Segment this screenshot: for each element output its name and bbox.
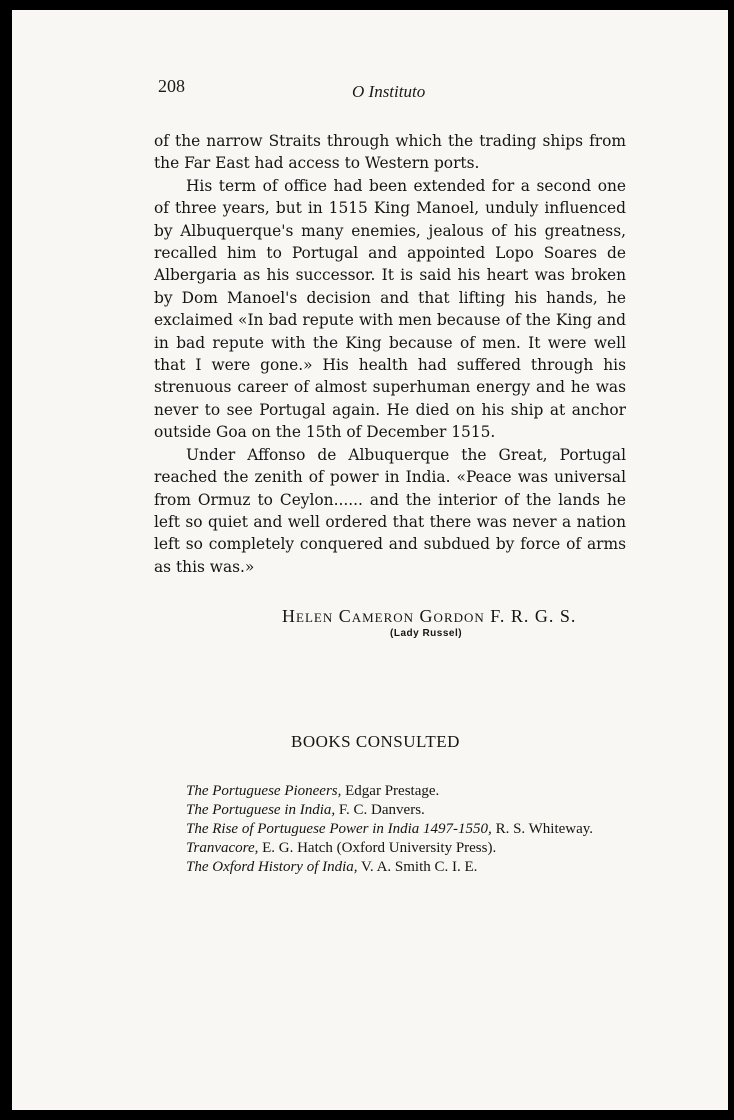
book-entry	[142, 820, 620, 839]
paragraph-3: Under Affonso de Albuquerque the Great, Portugal reached the zenith of power in India. «Peace was universal from Ormuz to Ceylon...... and the interior of the lands he left so quiet and well ordered that there was never a nation left so completely conquered and subdued by force of arms as this was.»	[154, 445, 626, 576]
page-number: 208	[158, 76, 185, 96]
books-list	[142, 782, 620, 877]
author-subtitle: (Lady Russel)	[390, 628, 463, 639]
book-title: The Rise of Portuguese Power in India 1497-1550,	[186, 821, 492, 837]
book-entry	[142, 782, 620, 801]
book-title: The Oxford History of India,	[186, 859, 358, 875]
author-signature: Helen Cameron Gordon F. R. G. S.	[282, 606, 577, 626]
book-author: F. C. Danvers.	[335, 802, 425, 818]
books-consulted-heading: BOOKS CONSULTED	[291, 732, 460, 751]
book-title: The Portuguese in India,	[186, 802, 336, 818]
book-entry	[142, 858, 620, 877]
scanned-page	[12, 10, 728, 1110]
paragraph-2: His term of office had been extended for a second one of three years, but in 1515 King Manoel, unduly influenced by Albuquerque's many enemies, jealous of his greatness, recalled him to Portugal and appointed Lopo Soares de Albergaria as his successor. It is said his heart was broken by Dom Manoel's decision and that lifting his hands, he exclaimed «In bad repute with men because of the King and in bad repute with the King because of men. It were well that I were gone.» His health had suffered through his strenuous career of almost superhuman energy and he was never to see Portugal again. He died on his ship at anchor outside Goa on the 15th of December 1515.	[154, 176, 626, 442]
book-author: R. S. Whiteway.	[491, 821, 594, 837]
book-author: V. A. Smith C. I. E.	[357, 859, 478, 875]
book-author: Edgar Prestage.	[341, 783, 440, 799]
book-title: Tranvacore,	[186, 840, 259, 856]
body-text	[154, 130, 626, 578]
book-title: The Portuguese Pioneers,	[186, 783, 342, 799]
paragraph-1: of the narrow Straits through which the trading ships from the Far East had access to Western ports.	[154, 132, 626, 173]
book-author: E. G. Hatch (Oxford University Press).	[258, 840, 497, 856]
book-entry	[142, 801, 620, 820]
book-entry	[142, 839, 620, 858]
running-title: O Instituto	[352, 82, 426, 101]
